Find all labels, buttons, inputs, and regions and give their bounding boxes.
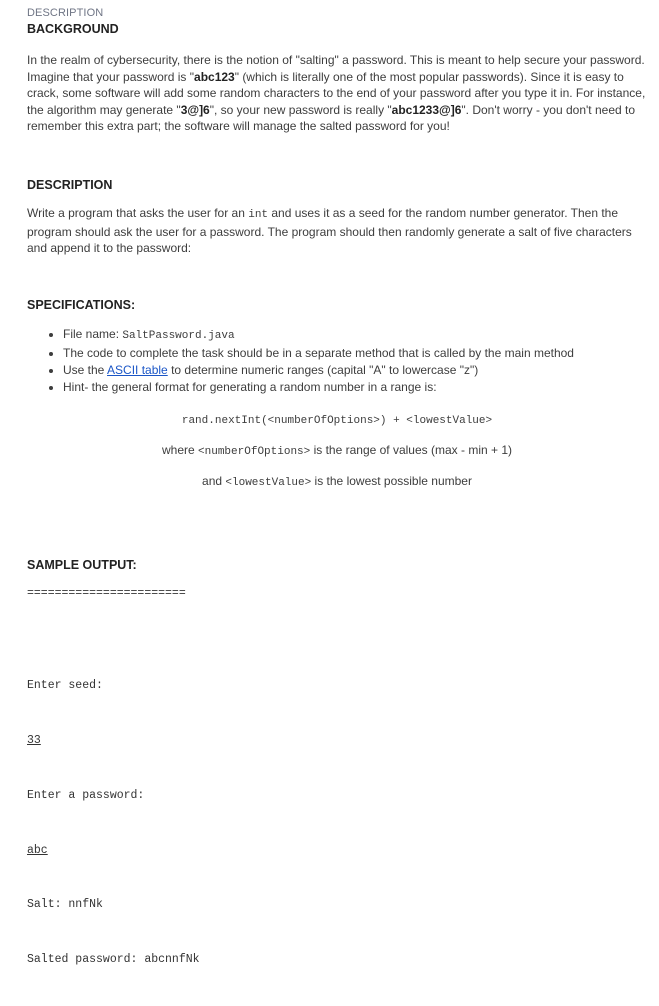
where-line: where <numberOfOptions> is the range of values (max - min + 1) — [162, 443, 512, 458]
console-line: Enter a password: — [27, 788, 145, 802]
console-line: Salt: nnfNk — [27, 898, 103, 912]
specifications-section — [27, 296, 647, 496]
file-name-code: SaltPassword.java — [122, 330, 235, 342]
console-output — [27, 640, 647, 1006]
description-section — [27, 176, 647, 257]
example-salted-password: abc1233@]6 — [391, 102, 462, 117]
console-line: Enter seed: — [27, 678, 103, 692]
example-password: abc123 — [194, 69, 235, 84]
sample-output-heading: SAMPLE OUTPUT: — [27, 558, 137, 572]
list-item: • Hint- the general format for generating a random number in a range is: — [63, 379, 647, 396]
console-user-input: abc — [27, 843, 48, 857]
console-line: Salted password: abcnnfNk — [27, 953, 200, 967]
example-salt: 3@]6 — [180, 102, 210, 117]
section-eyebrow: DESCRIPTION — [27, 7, 104, 19]
list-item: • The code to complete the task should be in a separate method that is called by the main method — [63, 345, 647, 362]
background-paragraph: In the realm of cybersecurity, there is the notion of "salting" a password. This is meant to help secure your password. Imagine that your password is "abc123" (which is literally one of the most popular passwords). Since it is easy to crack, some software will add some random characters to the end of your password after you type it in. For instance, the algorithm may generate "3@]6", so your new password is really "abc1233@]6". Don't worry - you don't need to remember this extra part; the software will manage the salted password for you! — [27, 53, 646, 134]
sample-output-section — [27, 556, 647, 1006]
specifications-heading: SPECIFICATIONS: — [27, 298, 136, 312]
int-code: int — [248, 209, 269, 221]
and-line: and <lowestValue> is the lowest possible number — [202, 474, 472, 489]
background-heading: BACKGROUND — [27, 22, 119, 36]
description-heading: DESCRIPTION — [27, 178, 113, 192]
list-item: • File name: SaltPassword.java — [63, 326, 647, 345]
description-paragraph: Write a program that asks the user for an int and uses it as a seed for the random number generator. Then the program should ask the user for a password. The program should then randomly generate a salt of five characters and append it to the password: — [27, 206, 632, 256]
output-rule: ======================= — [27, 587, 186, 600]
list-item: • Use the ASCII table to determine numeric ranges (capital "A" to lowercase "z") — [63, 362, 647, 379]
background-section — [27, 6, 647, 135]
console-user-input: 33 — [27, 733, 41, 747]
formula-code: rand.nextInt(<numberOfOptions>) + <lowestValue> — [181, 415, 493, 427]
specifications-list — [27, 326, 647, 396]
formula-line — [27, 412, 647, 427]
ascii-table-link[interactable]: ASCII table — [107, 363, 168, 377]
